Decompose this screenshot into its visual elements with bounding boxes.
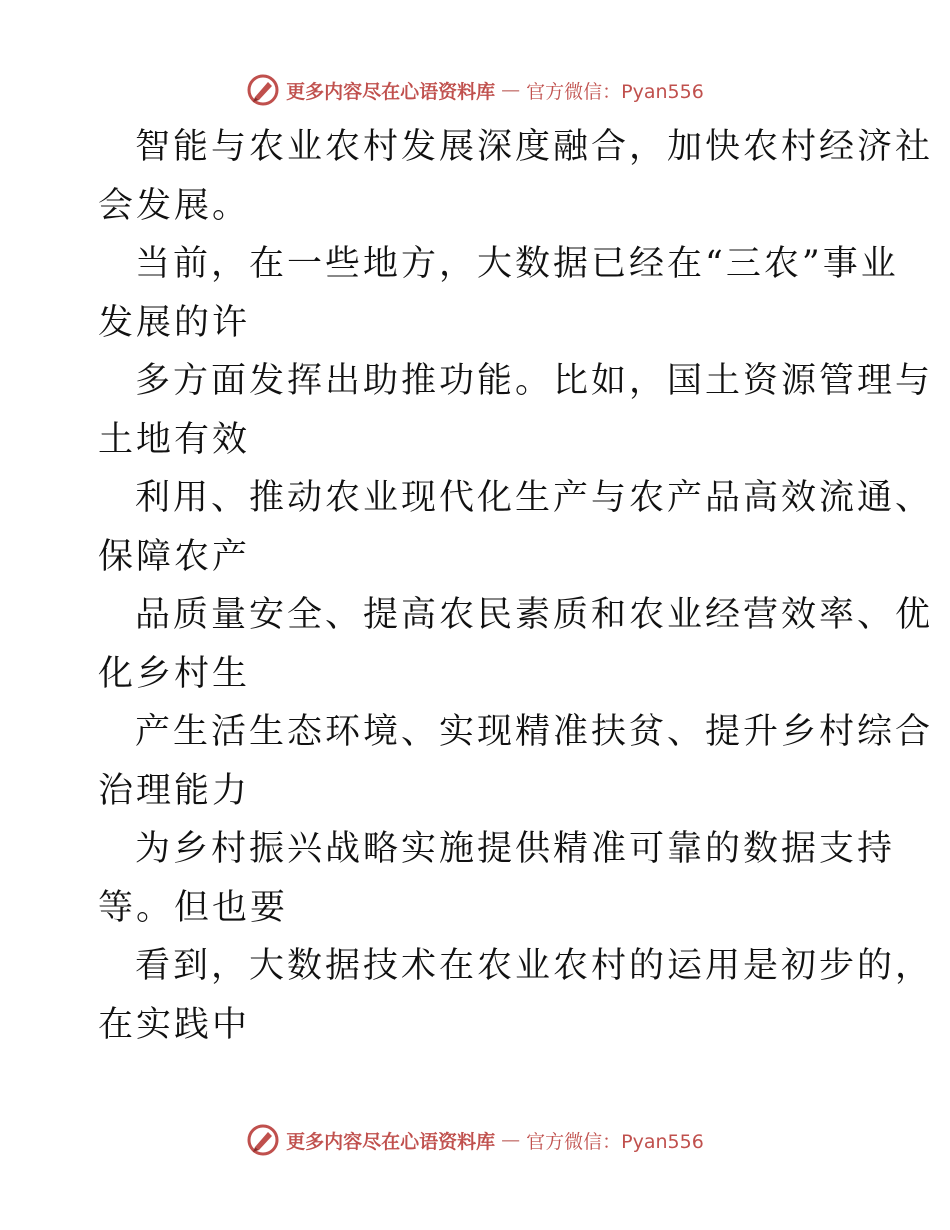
body-line: 保障农产 [98, 536, 251, 577]
body-line: 品质量安全、提高农民素质和农业经营效率、优 [135, 595, 934, 635]
pen-logo-icon [246, 1123, 280, 1157]
footer-dash: — [501, 1129, 521, 1151]
body-line: 治理能力 [98, 770, 251, 811]
footer-banner [0, 1120, 950, 1160]
body-line: 多方面发挥出助推功能。比如，国土资源管理与 [135, 361, 934, 401]
header-banner [0, 70, 950, 110]
body-line: 看到，大数据技术在农业农村的运用是初步的， [135, 946, 934, 986]
footer-wechat-text: 官方微信：Pyan556 [526, 1130, 704, 1153]
body-line: 化乡村生 [98, 653, 251, 694]
document-body [98, 118, 934, 1054]
body-line: 会发展。 [98, 185, 251, 226]
body-line: 在实践中 [98, 1004, 251, 1045]
header-brand-text: 更多内容尽在心语资料库 [286, 80, 496, 103]
body-line: 发展的许 [98, 302, 251, 343]
body-line: 为乡村振兴战略实施提供精准可靠的数据支持 [135, 829, 896, 869]
body-line: 等。但也要 [98, 887, 289, 928]
body-line: 利用、推动农业现代化生产与农产品高效流通、 [135, 478, 934, 518]
body-line: 智能与农业农村发展深度融合，加快农村经济社 [135, 127, 934, 167]
header-wechat-text: 官方微信：Pyan556 [526, 80, 704, 103]
pen-logo-icon [246, 73, 280, 107]
body-line: 当前，在一些地方，大数据已经在“三农”事业 [135, 244, 899, 284]
body-line: 产生活生态环境、实现精准扶贫、提升乡村综合 [135, 712, 934, 752]
footer-brand-text: 更多内容尽在心语资料库 [286, 1130, 496, 1153]
body-line: 土地有效 [98, 419, 251, 460]
header-dash: — [501, 79, 521, 101]
